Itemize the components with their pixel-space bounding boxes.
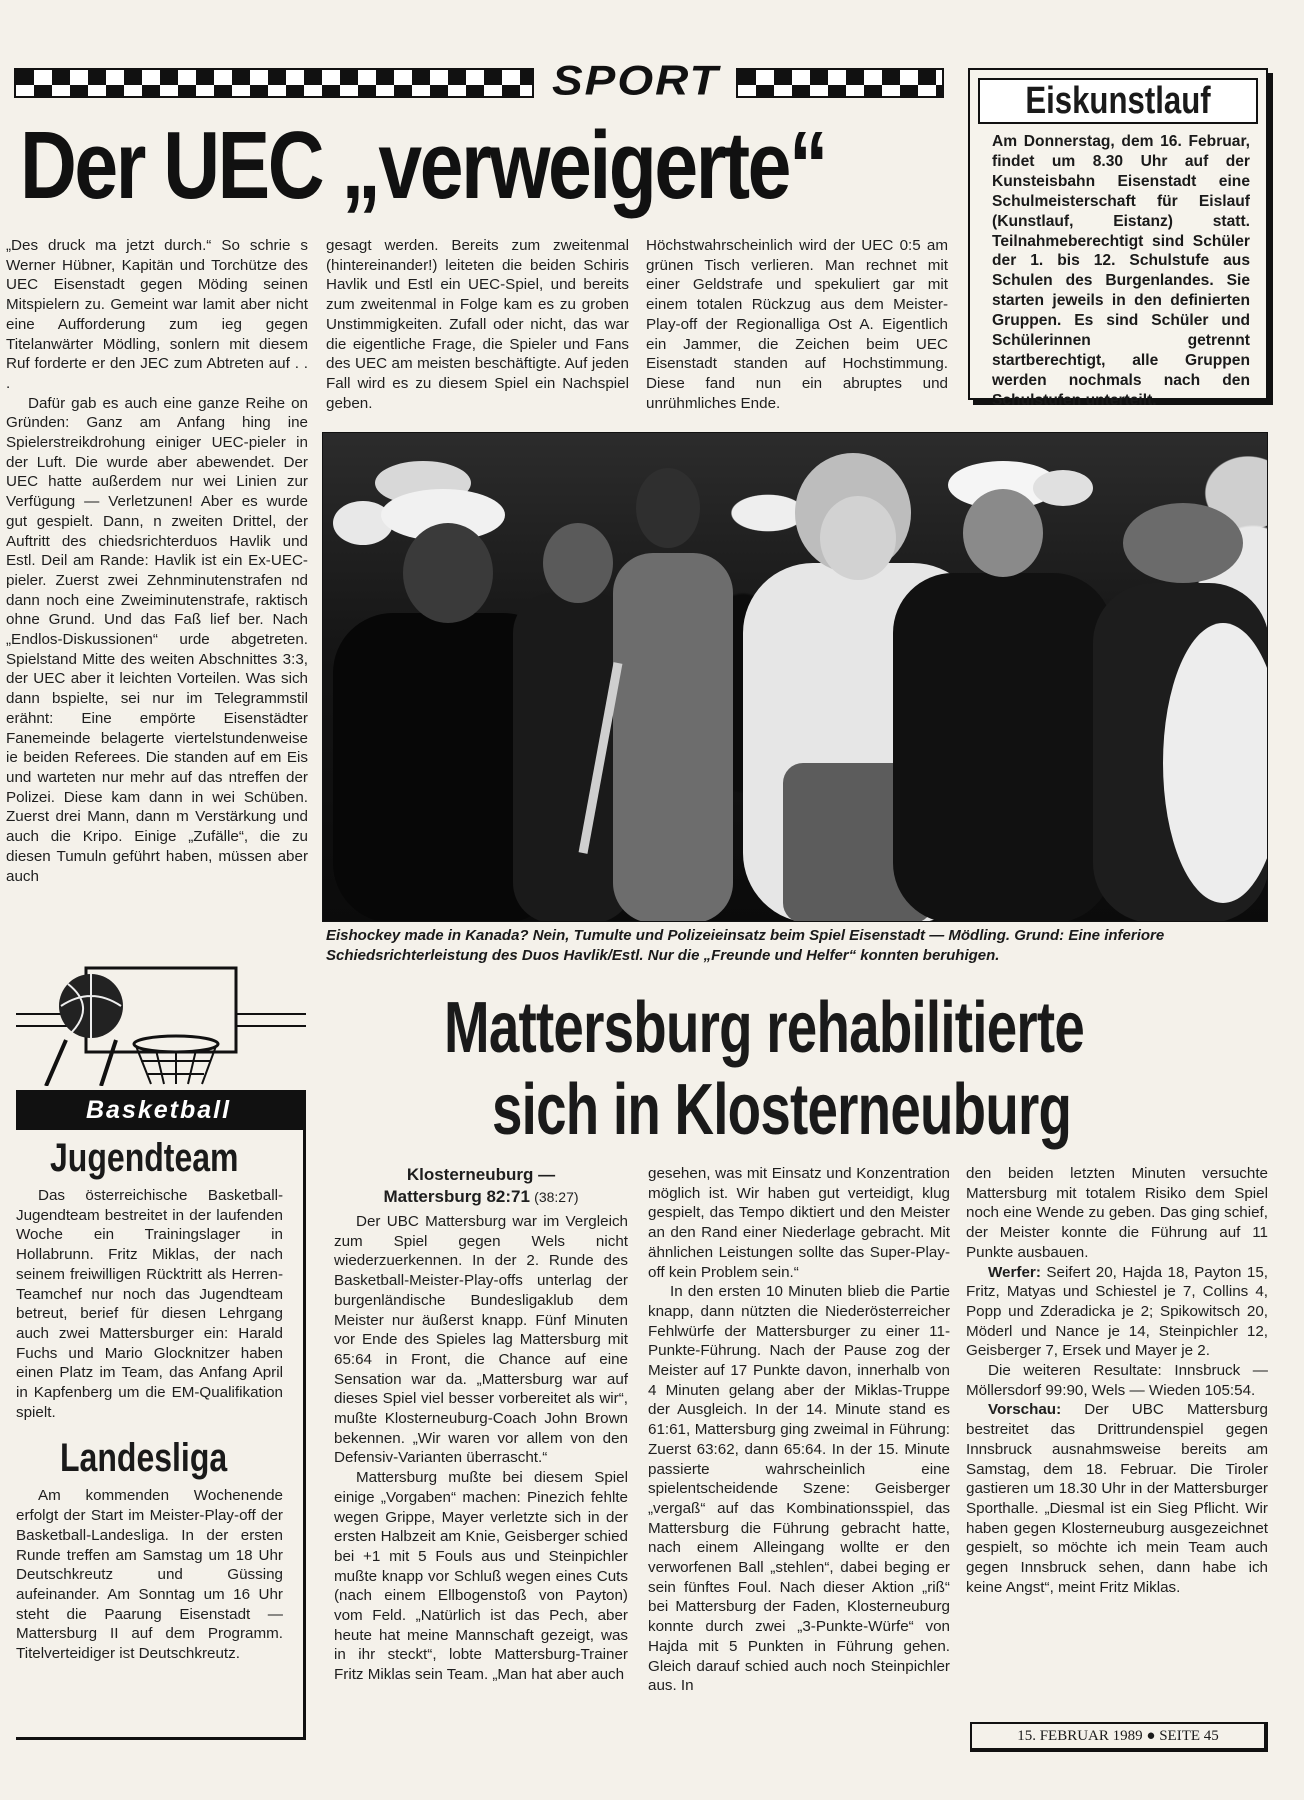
eiskunstlauf-title: Eiskunstlauf xyxy=(1025,80,1211,122)
result-line2-wrap xyxy=(334,1186,628,1208)
section-label: SPORT xyxy=(552,56,720,104)
mattersburg-col2-p1: gesehen, was mit Einsatz und Konzentration möglich ist. Wir haben gut verteidigt, klug gespielt, das Tempo diktiert und den Meister an den Rand einer Niederlage gebracht. Mit ähnlichen Leistungen sollte das Super-Play-off kein Problem sein.“ xyxy=(648,1165,950,1281)
mattersburg-col1 xyxy=(334,1164,628,1764)
mattersburg-col2-p2: In den ersten 10 Minuten blieb die Partie knapp, dann nützten die Niederösterreicher Fehlwürfe der Mattersburger zu einer 11-Punkte-Führung. Nach der Pause zog der Meister auf 17 Punkte davon, innerhalb von 4 Minuten gelang aber der Miklas-Truppe der Ausgleich. In der 14. Minute stand es 61:61, Mattersburg ging zweimal in Führung: Zuerst 63:62, dann 65:64. In der 15. Minute passierte wahrscheinlich eine spielentscheidende Szene: Geisberger „vergaß“ auf das Kombinationsspiel, das Mattersburg die Führung gebracht hatte, nach einem Alleingang wollte er den verworfenen Ball „stehlen“, dabei beging er sein fünftes Foul. Nach dieser Aktion „riß“ bei Mattersburg der Faden, Klosterneuburg konnte durch zwei „3-Punkte-Würfe“ von Hajda mit 5 Punkten in Führung gehen. Gleich darauf schied auch noch Steinpichler aus. In xyxy=(648,1283,950,1695)
basketball-label-bar: Basketball xyxy=(16,1090,303,1130)
landesliga-text xyxy=(16,1486,303,1663)
police-cap-far-right xyxy=(1033,470,1093,506)
photo-caption: Eishockey made in Kanada? Nein, Tumulte und Polizeieinsatz beim Spiel Eisenstadt — Mödling. Grund: Eine inferiore Schiedsrichterleistung des Duos Havlik/Estl. Nur die „Freunde und Helfer“ konnten beruhigen. xyxy=(326,927,1165,964)
werfer-text: Seifert 20, Hajda 18, Payton 15, Fritz, Matyas und Schiestel je 7, Collins 4, Popp und Zderadicka je 2; Spikowitsch 20, Möderl und Nance je 14, Steinpichler 12, Geisberger 7, Ersek und Mayer je 2. xyxy=(966,1263,1268,1360)
uec-article-col1 xyxy=(6,236,308,966)
result-halftime: (38:27) xyxy=(534,1189,579,1205)
page-title: Der UEC „verweigerte“ xyxy=(20,112,826,219)
news-photo xyxy=(322,432,1268,922)
uec-article-col3 xyxy=(646,236,948,426)
player-helmet xyxy=(636,468,700,548)
eiskunstlauf-title-bar xyxy=(978,78,1258,124)
footer-bullet-icon: ● xyxy=(1146,1728,1156,1744)
police-officer-right xyxy=(893,573,1113,922)
hat-right xyxy=(1123,503,1243,583)
jugendteam-text xyxy=(16,1186,303,1422)
result-box xyxy=(334,1164,628,1208)
vorschau-label: Vorschau: xyxy=(988,1401,1062,1419)
mattersburg-col1-p2: Mattersburg mußte bei diesem Spiel einige „Vorgaben“ machen: Pinezich fehlte wegen Grippe, Mayer verletzte sich in der ersten Halbzeit am Knie, Geisberger schied bei +1 mit 5 Fouls aus und Steinpichler mußte knapp vor Schluß wegen eines Cuts (nach einem Ellbogenstoß von Payton) vom Feld. „Natürlich ist das Pech, aber heute hat meine Mannschaft gezeigt, was in ihr steckt“, lobte Mattersburg-Trainer Fritz Miklas sein Team. „Man hat aber auch xyxy=(334,1469,628,1684)
vorschau-text: Der UBC Mattersburg bestreitet das Drittrundenspiel gegen Innsbruck ausnahmsweise bereits am Samstag, dem 18. Februar. Die Tiroler gastieren um 18.30 Uhr in der Mattersburger Sporthalle. „Diesmal ist ein Sieg Pflicht. Wir haben gegen Klosterneuburg ausgezeichnet gespielt, so möchte ich mein Team auch gegen Innsbruck sehen, dann habe ich keine Angst“, meint Fritz Miklas. xyxy=(966,1401,1268,1596)
jugendteam-title: Jugendteam xyxy=(50,1136,239,1180)
footer-page: SEITE 45 xyxy=(1159,1728,1219,1744)
eiskunstlauf-box xyxy=(968,68,1268,409)
landesliga-title: Landesliga xyxy=(60,1436,228,1481)
checker-bar-left xyxy=(14,68,534,98)
officer-face-right xyxy=(963,489,1043,577)
hockey-player xyxy=(613,553,733,922)
mattersburg-col1-p1: Der UBC Mattersburg war im Vergleich zum Spiel gegen Wels nicht wiederzuerkennen. In der 2. Runde des Basketball-Meister-Play-offs unterlag der burgenländische Bundesligaklub dem Meister nur äußerst knapp. Fünf Minuten vor Ende des Spieles lag Mattersburg mit 65:64 in Front, die Chance auf eine Sensation war da. „Mattersburg war auf dieses Spiel viel besser vorbereitet als wir“, mußte Klosterneuburg-Coach John Brown bekennen. „Wir waren vor allem von den Defensiv-Varianten überrascht.“ xyxy=(334,1213,628,1467)
uec-col3-paragraph: Höchstwahrscheinlich wird der UEC 0:5 am grünen Tisch verlieren. Man rechnet mit einer Geldstrafe und spekuliert gar mit einem totalen Rückzug aus dem Meister-Play-off der Regionalliga Ost A. Eigentlich ein Jammer, die Zeichen beim UEC Eisenstadt standen auf Hochstimmung. Diese fand nun ein abruptes und unrühmliches Ende. xyxy=(646,237,948,412)
checker-bar-right xyxy=(736,68,944,98)
mattersburg-headline-line1: Mattersburg rehabilitierte xyxy=(444,988,1085,1068)
uec-col2-paragraph: gesagt werden. Bereits zum zweitenmal (hintereinander!) leiteten die beiden Schiris Havlik und Estl ein UEC-Spiel, und bereits zum zweitenmal in Folge kam es zu groben Unstimmigkeiten. Zufall oder nicht, das war die eigentliche Frage, die Spieler und Fans des UEC am meisten beschäftigte. Auf jeden Fall wird es zu diesem Spiel ein Nachspiel geben. xyxy=(326,237,629,412)
photo-scene xyxy=(323,433,1268,922)
eiskunstlauf-text: Am Donnerstag, dem 16. Februar, findet um 8.30 Uhr auf der Kunsteisbahn Eisenstadt eine Schulmeisterschaft für Eislauf (Kunstlauf, Eistanz) statt. Teilnahmeberechtigt sind Schüler der 1. bis 12. Schulstufe aus Schulen des Burgenlandes. Sie starten jeweils in den definierten Gruppen. Es sind Schüler und Schülerinnen getrennt startberechtigt, alle Gruppen werden nochmals nach den Schulstufen unterteilt. xyxy=(992,133,1250,409)
footer-date: 15. FEBRUAR 1989 xyxy=(1017,1728,1143,1744)
werfer-label: Werfer: xyxy=(988,1263,1041,1281)
jugendteam-paragraph: Das österreichische Basketball-Jugendteam bestreitet in der laufenden Woche ein Trainingslager in Hollabrunn. Fritz Miklas, der nach seinem freiwilligen Rücktritt als Herren-Teamchef nur noch das Jugendteam betreut, berief für diesen Lehrgang auch zwei Mattersburger ein: Harald Fuchs und Mario Glocknitzer haben einen Platz im Team, das Anfang April in Kapfenberg um die EM-Qualifikation spielt. xyxy=(16,1187,283,1421)
spectator-head xyxy=(543,523,613,603)
civilian-face xyxy=(820,496,896,580)
mattersburg-headline-line2: sich in Klosterneuburg xyxy=(492,1070,1072,1150)
page-footer xyxy=(970,1722,1268,1752)
result-line2: Mattersburg 82:71 xyxy=(383,1187,530,1206)
basketball-illustration xyxy=(16,966,306,1086)
werfer-paragraph xyxy=(966,1263,1268,1362)
result-line1: Klosterneuburg — xyxy=(406,1165,556,1184)
mattersburg-col3-p1: den beiden letzten Minuten versuchte Mattersburg mit totalem Risiko dem Spiel noch eine Wende zu geben. Das ging schief, der Meister konnte die Führung auf 11 Punkte ausbauen. xyxy=(966,1165,1268,1261)
vorschau-paragraph xyxy=(966,1400,1268,1597)
landesliga-paragraph: Am kommenden Wochenende erfolgt der Start im Meister-Play-off der Basketball-Landesliga. In der ersten Runde treffen am Samstag um 18 Uhr Deutschkreutz und Güssing aufeinander. Am Sonntag um 16 Uhr steht die Paarung Eisenstadt — Mattersburg II auf dem Programm. Titelverteidiger ist Deutschkreutz. xyxy=(16,1487,283,1663)
mattersburg-col2 xyxy=(648,1164,950,1764)
basketball-box xyxy=(16,1090,306,1740)
resultate-paragraph: Die weiteren Resultate: Innsbruck — Möllersdorf 99:90, Wels — Wieden 105:54. xyxy=(966,1362,1268,1399)
uec-col1-paragraph2: Dafür gab es auch eine ganze Reihe ‌on Gründen: Ganz am Anfang hing ‌ine Spielerstreikdrohung einiger UEC-‌pieler in der Luft. Die wurde aber ab‌ewendet. Der UEC hatte außerdem nur ‌wei Linien zur Verfügung — Verletzun‌en! Aber es wurde gut gespielt. Dann, ‌n zweiten Drittel, der Auftritt des ‌chiedsrichterduos Havlik und Estl. De‌il am Rande: Havlik ist ein Ex-UEC-‌pieler. Zuerst zwei Zehnminutenstrafen ‌nd dann noch eine Zweiminutenstrafe, ‌raktisch ohne Grund. Und das Faß lief ‌ber. Nach „Endlos-Diskussionen“ ‌urde abgetreten. Spielstand Mitte des ‌weiten Abschnittes 3:3, der UEC aber ‌it leichten Vorteilen. Was sich dann ‌bspielte, sei nur im Telegrammstil er‌ähnt: Eine empörte Eisenstädter Fan‌emeinde belagerte viertelstundenweise ‌ie beiden Referees. Die standen auf ‌em Eis und warteten nur mehr auf das ‌ntreffen der Polizei. Diese kam dann in ‌wei Schüben. Zuerst drei Mann, dann ‌m Verstärkung und auch die Kripo. ‌Einige „Zufälle“, die zu diesen Tumul‌n geführt haben, müssen aber auch xyxy=(6,394,308,885)
uec-col1-paragraph1: „Des druck ma jetzt durch.“ So schrie ‌s Werner Hübner, Kapitän und Tor‌chütze des UEC Eisenstadt gegen Möd‌ing seinen Mitspielern zu. Gemeint war ‌lamit aber nicht eine Aufforderung zum ‌ieg gegen Titelanwärter Mödling, son‌lern mit diesem Ruf forderte er den ‌JEC zum Abtreten auf . . . xyxy=(6,237,308,392)
basketball-hoop-icon xyxy=(16,966,306,1086)
officer-head xyxy=(403,523,493,623)
mattersburg-col3 xyxy=(966,1164,1268,1704)
uec-article-col2 xyxy=(326,236,629,426)
